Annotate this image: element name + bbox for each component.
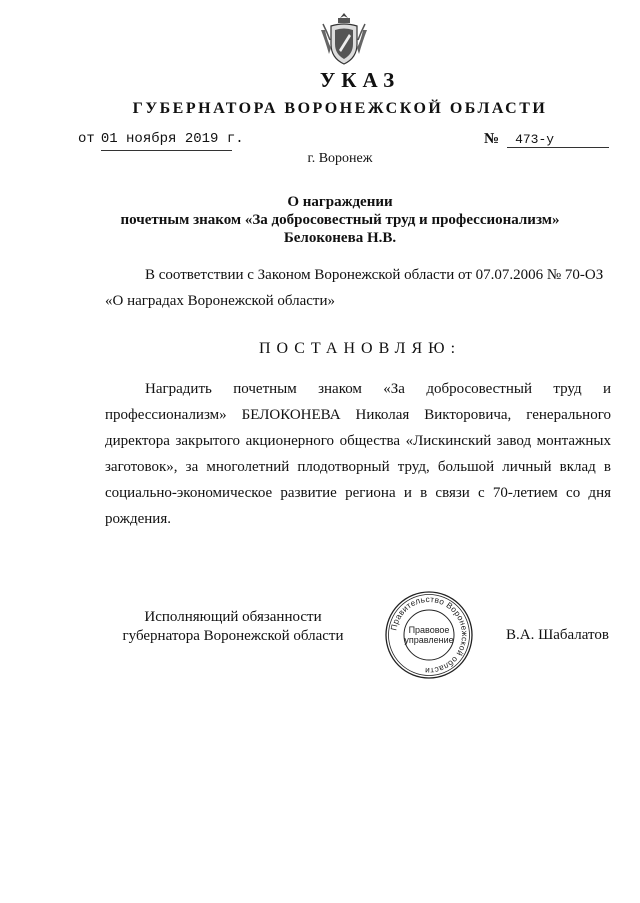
decree-heading: ПОСТАНОВЛЯЮ: (258, 340, 462, 357)
coat-of-arms-icon (319, 10, 369, 68)
body-line: социально-экономическое развитие региона и в связи с 70-летием со дня (105, 485, 611, 501)
number-sign: № (484, 131, 500, 147)
signatory-title-line: губернатора Воронежской области (122, 628, 344, 644)
subject-line: почетным знаком «За добросовестный труд и профессионализм» (120, 212, 560, 228)
decree-body (105, 376, 611, 532)
number-value: 473-у (507, 132, 609, 148)
date-value: 01 ноября 2019 г. (100, 131, 244, 147)
signatory-name: В.А. Шабалатов (506, 627, 609, 643)
document-issuer: ГУБЕРНАТОРА ВОРОНЕЖСКОЙ ОБЛАСТИ (132, 100, 548, 117)
body-line: рождения. (105, 511, 171, 527)
basis-line: «О наградах Воронежской области» (105, 293, 336, 309)
svg-text:Правительство Воронежской обла: Правительство Воронежской области (388, 593, 471, 677)
legal-basis (105, 262, 611, 314)
body-line: директора закрытого акционерного общества «Лискинский завод монтажных (105, 433, 611, 449)
document-city: г. Воронеж (307, 151, 373, 166)
basis-line: В соответствии с Законом Воронежской области от 07.07.2006 № 70-ОЗ (145, 267, 604, 283)
document-number (484, 131, 609, 148)
body-line: заготовок», за многолетний плодотворный труд, большой личный вклад в (105, 459, 611, 475)
document-date (78, 131, 244, 147)
subject-line: О награждении (287, 194, 393, 210)
signatory-title-line: Исполняющий обязанности (144, 609, 322, 625)
body-line: профессионализм» БЕЛОКОНЕВА Николая Викторовича, генерального (105, 407, 611, 423)
stamp-center-line: Правовое (408, 625, 450, 635)
date-prefix: от (78, 131, 95, 147)
stamp-center-text (384, 625, 474, 645)
document-subject (0, 193, 640, 247)
body-line: Наградить почетным знаком «За добросовестный труд и (145, 381, 611, 397)
signatory-title (118, 608, 348, 646)
document-title: УКАЗ (319, 68, 401, 92)
subject-line: Белоконева Н.В. (283, 230, 397, 246)
stamp-center-line: управление (404, 635, 454, 645)
